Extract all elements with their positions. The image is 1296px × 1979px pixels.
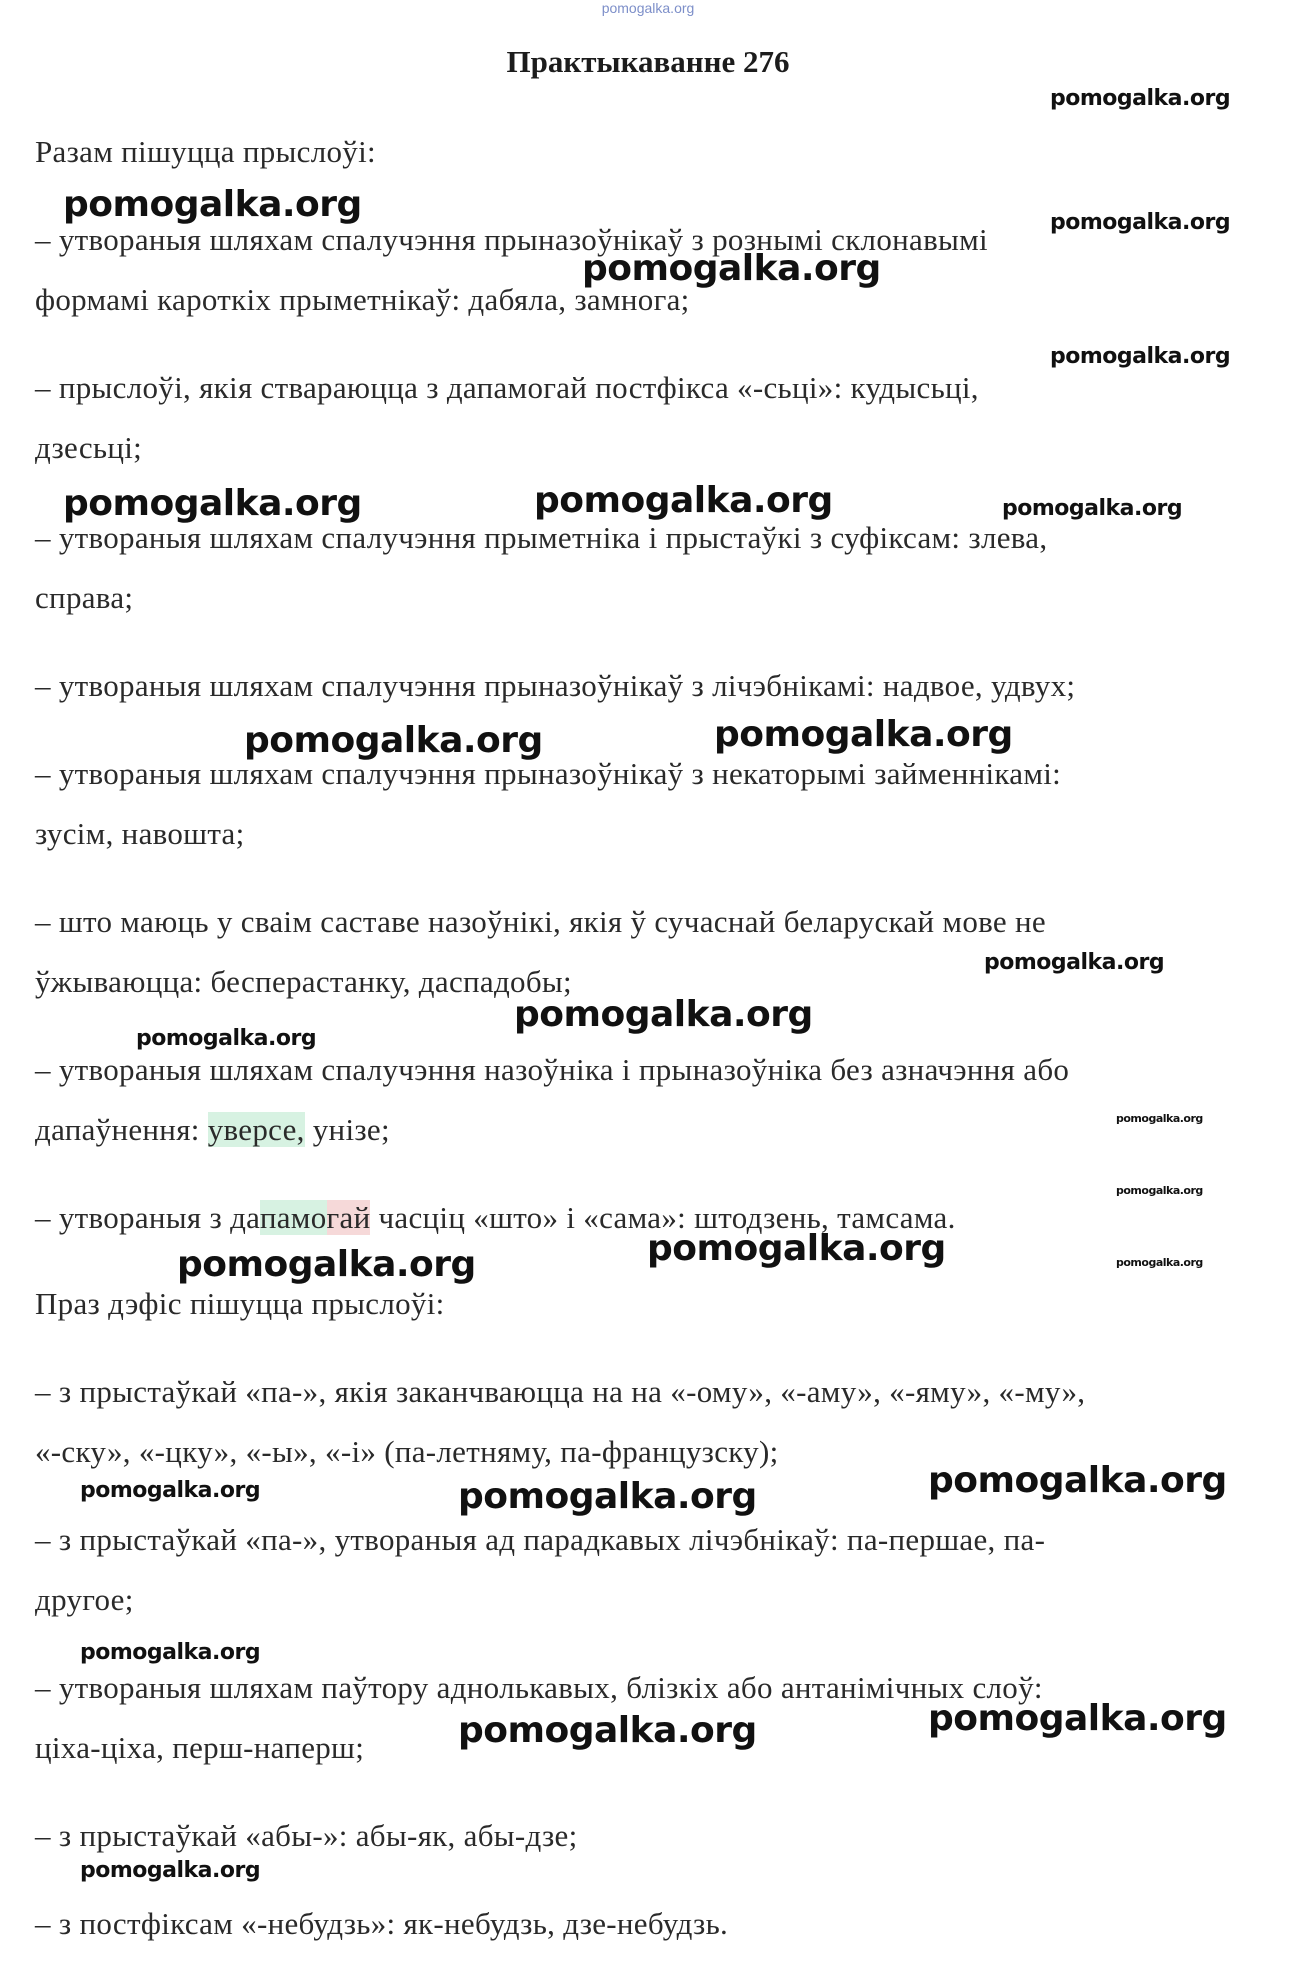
watermark: pomogalka.org xyxy=(136,1026,317,1051)
text-line: дзесьці; xyxy=(35,430,143,465)
watermark: pomogalka.org xyxy=(1116,1112,1203,1125)
text-line: – утвораныя шляхам спалучэння прыназоўнікаў з рознымі склонавымі xyxy=(35,222,988,257)
watermark: pomogalka.org xyxy=(514,994,813,1035)
watermark: pomogalka.org xyxy=(928,1698,1227,1739)
text-line: – з прыстаўкай «па-», утвораныя ад парадкавых лічэбнікаў: па-першае, па- xyxy=(35,1522,1046,1557)
text-line: справа; xyxy=(35,580,134,615)
top-watermark: pomogalka.org xyxy=(601,0,695,16)
text-line: другое; xyxy=(35,1582,134,1617)
watermark: pomogalka.org xyxy=(1116,1184,1203,1197)
watermark: pomogalka.org xyxy=(1116,1256,1203,1269)
highlight-green: уверсе, xyxy=(207,1112,305,1147)
text-fragment: часціц «што» і «сама»: штодзень, тамсама. xyxy=(370,1200,956,1235)
watermark: pomogalka.org xyxy=(244,720,543,761)
text-line: формамі кароткіх прыметнікаў: дабяла, замнога; xyxy=(35,282,690,317)
text-line: – утвораныя шляхам паўтору аднолькавых, блізкіх або антанімічных слоў: xyxy=(35,1670,1043,1705)
page-title: Практыкаванне 276 xyxy=(506,44,790,79)
text-line: ўжываюцца: бесперастанку, даспадобы; xyxy=(35,964,572,999)
watermark: pomogalka.org xyxy=(80,1478,261,1503)
text-fragment: – утвораныя з да xyxy=(35,1200,260,1235)
text-line: Разам пішуцца прыслоўі: xyxy=(35,134,376,169)
text-line: – утвораныя шляхам спалучэння прыназоўнікаў з лічэбнікамі: надвое, удвух; xyxy=(35,668,1076,703)
text-line: – што маюць у сваім саставе назоўнікі, якія ў сучаснай беларускай мове не xyxy=(35,904,1046,939)
watermark: pomogalka.org xyxy=(1050,344,1231,369)
text-line: – утвораныя шляхам спалучэння назоўніка і прыназоўніка без азначэння або xyxy=(35,1052,1070,1087)
text-line: – утвораныя шляхам спалучэння прыназоўнікаў з некаторымі займеннікамі: xyxy=(35,756,1062,791)
text-fragment: дапаўнення: xyxy=(35,1112,208,1147)
watermark: pomogalka.org xyxy=(80,1858,261,1883)
watermark: pomogalka.org xyxy=(714,714,1013,755)
watermark: pomogalka.org xyxy=(928,1460,1227,1501)
watermark: pomogalka.org xyxy=(80,1640,261,1665)
watermark: pomogalka.org xyxy=(1050,210,1231,235)
watermark: pomogalka.org xyxy=(177,1244,476,1285)
highlight-pink: гай xyxy=(326,1200,371,1235)
watermark: pomogalka.org xyxy=(63,483,362,524)
text-fragment: унізе; xyxy=(304,1112,390,1147)
text-line: – з прыстаўкай «абы-»: абы-як, абы-дзе; xyxy=(35,1818,578,1853)
text-line: зусім, навошта; xyxy=(35,816,245,851)
watermark: pomogalka.org xyxy=(647,1228,946,1269)
text-line: – утвораныя шляхам спалучэння прыметніка і прыстаўкі з суфіксам: злева, xyxy=(35,520,1048,555)
section-heading: Праз дэфіс пішуцца прыслоўі: xyxy=(35,1286,445,1321)
watermark: pomogalka.org xyxy=(63,184,362,225)
text-line: ціха-ціха, перш-наперш; xyxy=(35,1730,365,1765)
watermark: pomogalka.org xyxy=(1002,496,1183,521)
watermark: pomogalka.org xyxy=(458,1710,757,1751)
text-line: «-ску», «-цку», «-ы», «-і» (па-летняму, па-французску); xyxy=(35,1434,779,1469)
text-line: – з прыстаўкай «па-», якія заканчваюцца на на «-ому», «-аму», «-яму», «-му», xyxy=(35,1374,1086,1409)
text-line: – з постфіксам «-небудзь»: як-небудзь, дзе-небудзь. xyxy=(35,1906,729,1941)
text-line: – прыслоўі, якія ствараюцца з дапамогай постфікса «-сьці»: кудысьці, xyxy=(35,370,979,405)
watermark: pomogalka.org xyxy=(458,1476,757,1517)
text-line xyxy=(35,1112,390,1148)
watermark: pomogalka.org xyxy=(582,248,881,289)
watermark: pomogalka.org xyxy=(534,480,833,521)
watermark: pomogalka.org xyxy=(1050,86,1231,111)
highlight-green: памо xyxy=(259,1200,327,1235)
watermark: pomogalka.org xyxy=(984,950,1165,975)
